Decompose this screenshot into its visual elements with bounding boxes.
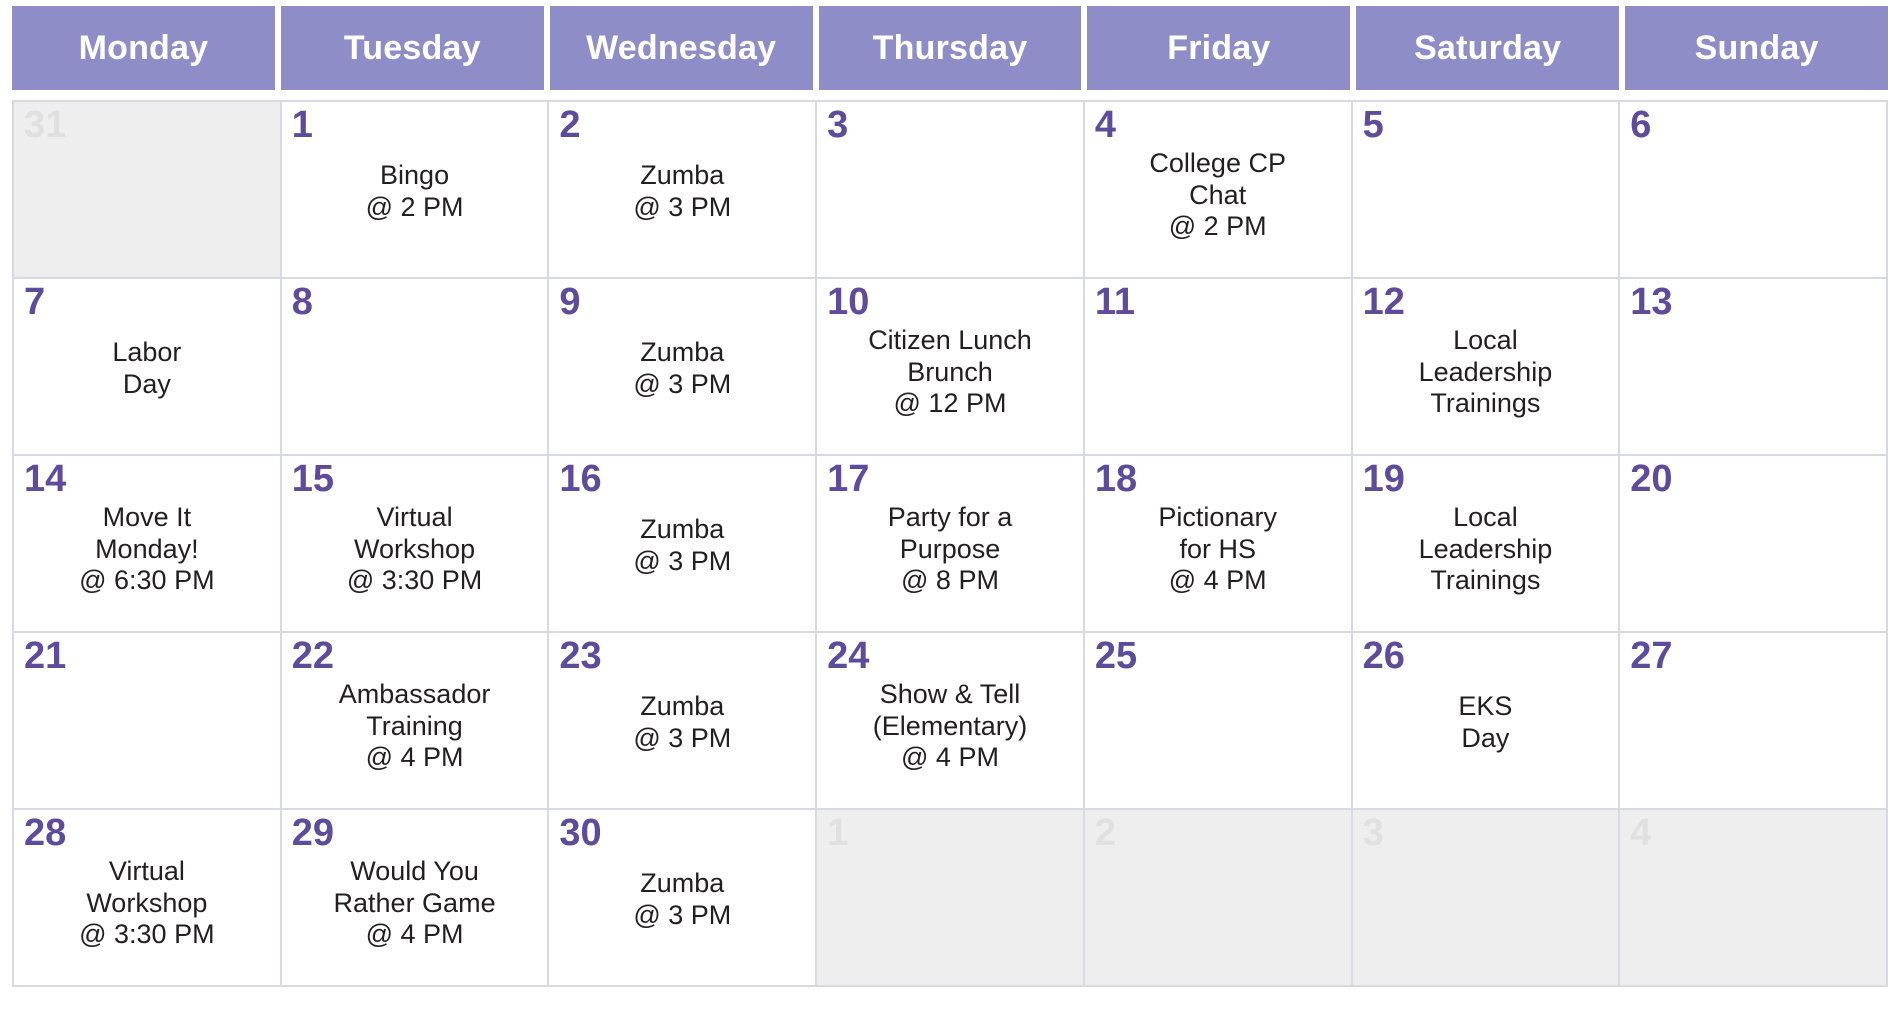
- calendar-event-line: @ 4 PM: [365, 742, 464, 773]
- calendar-day-cell[interactable]: [282, 279, 550, 456]
- calendar-event-line: @ 6:30 PM: [79, 565, 215, 596]
- day-number: 5: [1362, 104, 1384, 146]
- calendar-week-row: [14, 279, 1888, 456]
- calendar-day-cell[interactable]: [282, 102, 550, 279]
- calendar-day-cell[interactable]: [1620, 456, 1888, 633]
- calendar-day-cell[interactable]: [1353, 633, 1621, 810]
- weekday-header-tuesday: Tuesday: [281, 6, 544, 90]
- day-number: 12: [1362, 281, 1405, 323]
- calendar-week-row: [14, 102, 1888, 279]
- calendar-event-line: Citizen Lunch: [868, 325, 1032, 355]
- calendar-event-line: Party for a: [887, 502, 1013, 532]
- calendar-event-line: Brunch: [907, 356, 993, 387]
- calendar-event-line: (Elementary): [872, 710, 1028, 741]
- day-number: 1: [291, 104, 313, 146]
- calendar-day-cell[interactable]: [282, 633, 550, 810]
- calendar-event[interactable]: [282, 679, 548, 774]
- calendar-event-line: Chat: [1189, 179, 1247, 210]
- calendar-week-row: [14, 456, 1888, 633]
- calendar-event-line: @ 4 PM: [1168, 565, 1267, 596]
- calendar-event-line: Zumba: [640, 868, 725, 898]
- calendar-week-row: [14, 633, 1888, 810]
- day-number: 21: [24, 635, 67, 677]
- calendar-day-cell[interactable]: [1620, 102, 1888, 279]
- calendar-event-line: Show & Tell: [879, 679, 1021, 709]
- weekday-header-wednesday: Wednesday: [550, 6, 813, 90]
- day-number: 16: [559, 458, 602, 500]
- calendar-event[interactable]: [549, 337, 815, 400]
- calendar-event-line: @ 12 PM: [893, 388, 1007, 419]
- calendar-event[interactable]: [549, 691, 815, 754]
- calendar-weeks: [12, 100, 1888, 987]
- day-number: 4: [1630, 812, 1652, 854]
- calendar-event[interactable]: [282, 502, 548, 597]
- calendar-event[interactable]: [817, 502, 1083, 597]
- calendar-day-cell[interactable]: [817, 102, 1085, 279]
- calendar-day-cell[interactable]: [1620, 279, 1888, 456]
- calendar-event-line: Leadership: [1418, 533, 1553, 564]
- calendar-event[interactable]: [1353, 502, 1619, 597]
- calendar-event-line: Training: [366, 710, 463, 741]
- calendar-event[interactable]: [817, 325, 1083, 420]
- day-number: 25: [1094, 635, 1138, 677]
- day-number: 2: [1094, 812, 1116, 854]
- calendar-day-cell[interactable]: [549, 279, 817, 456]
- calendar-event[interactable]: [1085, 502, 1351, 597]
- calendar-event-line: Zumba: [640, 160, 725, 190]
- calendar-day-cell[interactable]: [1620, 810, 1888, 987]
- day-number: 19: [1362, 458, 1405, 500]
- calendar-day-cell[interactable]: [14, 633, 282, 810]
- calendar-day-cell[interactable]: [549, 456, 817, 633]
- calendar-event-line: @ 2 PM: [1168, 211, 1267, 242]
- calendar-day-cell[interactable]: [549, 633, 817, 810]
- day-number: 8: [291, 281, 313, 323]
- calendar-event[interactable]: [817, 679, 1083, 774]
- day-number: 30: [559, 812, 602, 854]
- calendar-day-cell[interactable]: [817, 279, 1085, 456]
- calendar-day-cell[interactable]: [1353, 810, 1621, 987]
- calendar-event-line: Day: [1461, 722, 1510, 753]
- calendar-event-line: @ 2 PM: [365, 191, 464, 222]
- weekday-header-friday: Friday: [1087, 6, 1350, 90]
- calendar-event[interactable]: [1353, 325, 1619, 420]
- calendar-day-cell[interactable]: [1353, 456, 1621, 633]
- calendar-event[interactable]: [282, 160, 548, 223]
- calendar-event-line: @ 3 PM: [633, 368, 732, 399]
- calendar-event-line: Pictionary: [1158, 502, 1277, 532]
- calendar-day-cell[interactable]: [1085, 810, 1353, 987]
- calendar-day-cell[interactable]: [14, 279, 282, 456]
- calendar-event-line: Monday!: [95, 533, 199, 564]
- calendar-event-line: @ 3 PM: [633, 191, 732, 222]
- day-number: 22: [291, 635, 334, 677]
- calendar-day-cell[interactable]: [1085, 456, 1353, 633]
- day-number: 13: [1630, 281, 1673, 323]
- calendar-event-line: @ 3:30 PM: [79, 919, 215, 950]
- calendar-event-line: for HS: [1179, 533, 1256, 564]
- calendar-event[interactable]: [1085, 148, 1351, 243]
- day-number: 3: [827, 104, 849, 146]
- day-number: 11: [1094, 281, 1136, 323]
- weekday-header-row: [12, 0, 1888, 90]
- calendar-event[interactable]: [14, 337, 280, 400]
- calendar-day-cell[interactable]: [282, 456, 550, 633]
- calendar-event[interactable]: [1353, 691, 1619, 754]
- calendar-event[interactable]: [549, 868, 815, 931]
- weekday-header-thursday: Thursday: [819, 6, 1082, 90]
- day-number: 26: [1362, 635, 1405, 677]
- calendar-event[interactable]: [14, 856, 280, 951]
- calendar-day-cell[interactable]: [1353, 102, 1621, 279]
- calendar-event-line: Zumba: [640, 691, 725, 721]
- day-number: 27: [1630, 635, 1673, 677]
- calendar-day-cell[interactable]: [817, 456, 1085, 633]
- calendar-event-line: @ 3:30 PM: [346, 565, 483, 596]
- calendar-event-line: @ 3 PM: [633, 722, 732, 753]
- day-number: 14: [24, 458, 67, 500]
- day-number: 10: [827, 281, 870, 323]
- calendar-event-line: @ 4 PM: [365, 919, 464, 950]
- calendar-event[interactable]: [14, 502, 280, 597]
- calendar-event-line: @ 4 PM: [901, 742, 999, 773]
- calendar-day-cell[interactable]: [14, 456, 282, 633]
- calendar-day-cell[interactable]: [1620, 633, 1888, 810]
- calendar-day-cell[interactable]: [549, 102, 817, 279]
- calendar-day-cell[interactable]: [1085, 633, 1353, 810]
- day-number: 23: [559, 635, 602, 677]
- day-number: 1: [827, 812, 849, 854]
- day-number: 3: [1362, 812, 1384, 854]
- day-number: 4: [1094, 104, 1116, 146]
- weekday-header-sunday: Sunday: [1625, 6, 1888, 90]
- day-number: 2: [559, 104, 581, 146]
- calendar-event-line: Local: [1453, 325, 1518, 355]
- calendar-event-line: Ambassador: [338, 679, 491, 709]
- calendar-event-line: @ 3 PM: [633, 545, 732, 576]
- calendar-event-line: Virtual: [108, 856, 185, 886]
- calendar-event-line: Virtual: [376, 502, 453, 532]
- calendar-event[interactable]: [282, 856, 548, 951]
- calendar-day-cell[interactable]: [817, 633, 1085, 810]
- calendar-event-line: Local: [1453, 502, 1518, 532]
- calendar-event-line: College CP: [1149, 148, 1286, 178]
- calendar-event-line: Trainings: [1430, 565, 1541, 596]
- calendar-event-line: @ 3 PM: [633, 899, 732, 930]
- calendar-event[interactable]: [549, 160, 815, 223]
- calendar-event-line: Labor: [112, 337, 182, 367]
- day-number: 29: [291, 812, 334, 854]
- calendar-week-row: [14, 810, 1888, 987]
- calendar-event-line: Rather Game: [333, 887, 496, 918]
- day-number: 7: [24, 281, 46, 323]
- calendar-event-line: EKS: [1458, 691, 1513, 721]
- day-number: 6: [1630, 104, 1652, 146]
- calendar-day-cell[interactable]: [549, 810, 817, 987]
- calendar-event-line: Workshop: [354, 533, 476, 564]
- calendar-day-cell[interactable]: [1353, 279, 1621, 456]
- calendar-event-line: Purpose: [899, 533, 1001, 564]
- calendar-event-line: Trainings: [1430, 388, 1541, 419]
- weekday-header-saturday: Saturday: [1356, 6, 1619, 90]
- day-number: 20: [1630, 458, 1673, 500]
- calendar-event-line: Leadership: [1418, 356, 1553, 387]
- calendar-event-line: Move It: [102, 502, 192, 532]
- calendar-event-line: Zumba: [640, 514, 725, 544]
- calendar-day-cell[interactable]: [14, 810, 282, 987]
- calendar-event-line: Would You: [350, 856, 479, 886]
- calendar-event-line: Bingo: [380, 160, 450, 190]
- calendar-day-cell[interactable]: [1085, 102, 1353, 279]
- day-number: 24: [827, 635, 870, 677]
- calendar-event-line: Day: [122, 368, 171, 399]
- day-number: 31: [24, 104, 67, 146]
- day-number: 17: [827, 458, 870, 500]
- calendar-day-cell[interactable]: [1085, 279, 1353, 456]
- calendar-event-line: @ 8 PM: [901, 565, 999, 596]
- calendar-event[interactable]: [549, 514, 815, 577]
- calendar-event-line: Zumba: [640, 337, 725, 367]
- weekday-header-monday: Monday: [12, 6, 275, 90]
- calendar-day-cell[interactable]: [282, 810, 550, 987]
- calendar-event-line: Workshop: [86, 887, 208, 918]
- day-number: 9: [559, 281, 581, 323]
- calendar-day-cell[interactable]: [14, 102, 282, 279]
- day-number: 15: [291, 458, 334, 500]
- day-number: 18: [1094, 458, 1138, 500]
- calendar-day-cell[interactable]: [817, 810, 1085, 987]
- day-number: 28: [24, 812, 67, 854]
